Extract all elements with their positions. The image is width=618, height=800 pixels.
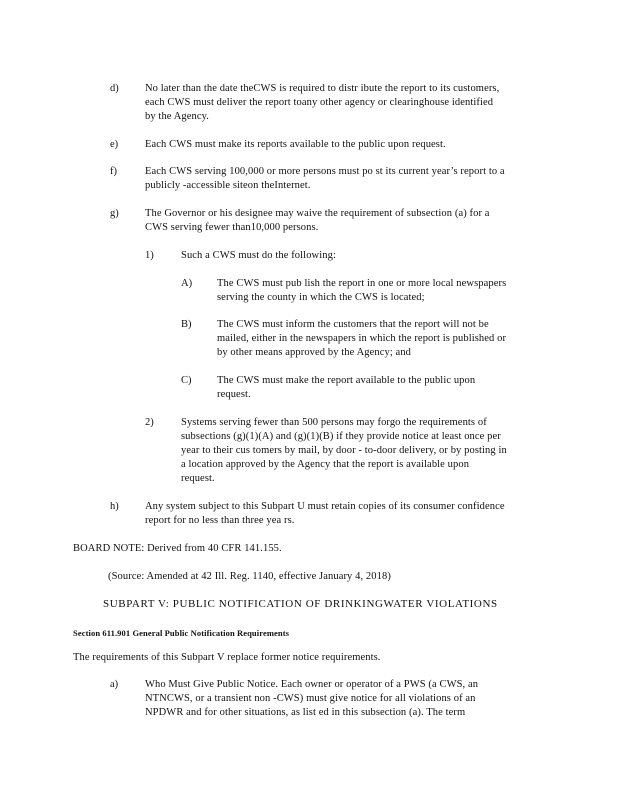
board-note: BOARD NOTE: Derived from 40 CFR 141.155. (73, 543, 282, 554)
item-g-line-2: CWS serving fewer than10,000 persons. (145, 222, 319, 233)
item-g2-line-4: a location approved by the Agency that the report is available upon (181, 459, 470, 470)
item-d-line-2: each CWS must deliver the report toany other agency or clearinghouse identified (145, 97, 494, 108)
item-label-g: g) (110, 208, 119, 219)
item-g1B-line-1: The CWS must inform the customers that the report will not be (217, 319, 489, 330)
item-label-g1B: B) (181, 319, 192, 330)
item-label-g1C: C) (181, 375, 192, 386)
item-d-line-3: by the Agency. (145, 111, 209, 122)
item-g1B-line-2: mailed, either in the newspapers in which the report is published or (217, 333, 507, 344)
item-label-d: d) (110, 83, 119, 94)
item-label-h: h) (110, 501, 119, 512)
item-g1B-line-3: by other means approved by the Agency; and (217, 347, 412, 358)
item-label-e: e) (110, 139, 119, 150)
item-g2-line-2: subsections (g)(1)(A) and (g)(1)(B) if they provide notice at least once per (181, 431, 501, 442)
item-g1-line-1: Such a CWS must do the following: (181, 250, 336, 261)
item-h-line-2: report for no less than three yea rs. (145, 515, 295, 526)
item-g1A-line-1: The CWS must pub lish the report in one or more local newspapers (217, 278, 507, 289)
item-label-g1: 1) (145, 250, 154, 261)
item-f-line-1: Each CWS serving 100,000 or more persons must po st its current year’s report to a (145, 166, 505, 177)
item-label-a: a) (110, 679, 119, 690)
item-a-line-2: NTNCWS, or a transient non -CWS) must give notice for all violations of an (145, 693, 476, 704)
source-note: (Source: Amended at 42 Ill. Reg. 1140, effective January 4, 2018) (108, 571, 391, 582)
section-heading: Section 611.901 General Public Notification Requirements (73, 628, 290, 638)
item-d-line-1: No later than the date theCWS is required to distr ibute the report to its customers, (145, 83, 500, 94)
item-g2-line-5: request. (181, 473, 215, 484)
intro-paragraph: The requirements of this Subpart V replace former notice requirements. (73, 652, 381, 663)
item-e-line-1: Each CWS must make its reports available to the public upon request. (145, 139, 446, 150)
item-g-line-1: The Governor or his designee may waive the requirement of subsection (a) for a (145, 208, 490, 219)
item-a-line-1: Who Must Give Public Notice. Each owner or operator of a PWS (a CWS, an (145, 679, 479, 690)
item-h-line-1: Any system subject to this Subpart U must retain copies of its consumer confidence (145, 501, 505, 512)
item-g1A-line-2: serving the county in which the CWS is located; (217, 292, 425, 303)
item-label-g1A: A) (181, 278, 193, 289)
item-label-g2: 2) (145, 417, 154, 428)
item-f-line-2: publicly -accessible siteon theInternet. (145, 180, 311, 191)
item-g2-line-3: year to their cus tomers by mail, by door - to-door delivery, or by posting in (181, 445, 507, 456)
item-a-line-3: NPDWR and for other situations, as list ed in this subsection (a). The term (145, 707, 466, 718)
item-g1C-line-1: The CWS must make the report available to the public upon (217, 375, 476, 386)
item-g2-line-1: Systems serving fewer than 500 persons may forgo the requirements of (181, 417, 487, 428)
subpart-title: SUBPART V: PUBLIC NOTIFICATION OF DRINKINGWATER VIOLATIONS (103, 598, 498, 610)
item-g1C-line-2: request. (217, 389, 251, 400)
item-label-f: f) (110, 166, 117, 177)
